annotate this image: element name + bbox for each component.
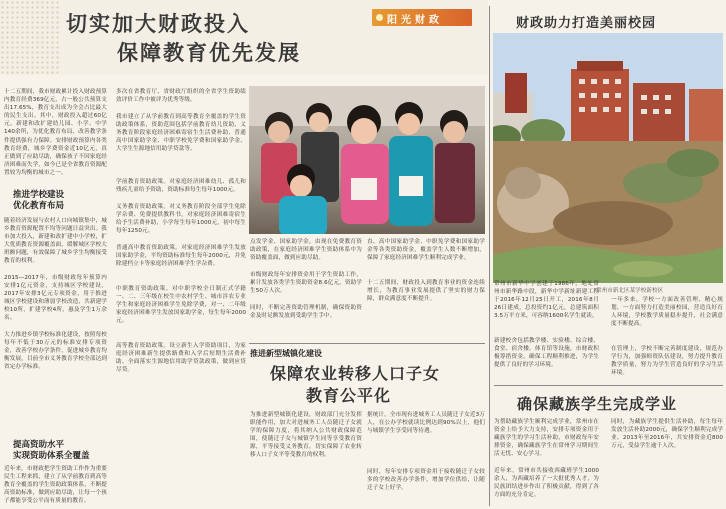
col2-p4: 义务教育资助政策。对义务教育阶段全部学生免除学杂费、免费提供教科书，对家庭经济困难寄宿生给予生活费补助，小学每生每年1000元，初中每生每年1250元。	[116, 204, 246, 235]
brand-badge-text: 阳光财政	[387, 15, 443, 26]
col1-sub2-line2: 实现资助体系全覆盖	[13, 451, 90, 461]
right-p1: 常州市新华中学创建于1986年，地处常州市新华路中段，新华中学新址新建工程于2016年12月25日开工，2016年8月26日建成，总投资约1亿元，总建筑面积3.5万平方米，可容纳1600名学生就读。	[494, 281, 599, 320]
mid-p6: 为推进新型城镇化建设，财政部门充分发挥职能作用，加大对进城务工人员随迁子女就学的保障力度，将其纳入公共财政保障范围，使随迁子女与城镇学生同等享受教育资源，平等接受义务教育，切实保障了农业转移人口子女平等受教育的权利。	[250, 412, 362, 459]
col2-p5: 普通高中教育资助政策。对家庭经济困难学生发放国家助学金，平均资助标准每生每年2000元，并免除建档立卡等家庭经济困难学生学杂费。	[116, 245, 246, 268]
col1-p5: 近年来，市财政把学生资助工作作为重要民生工程来抓，建立了从学前教育到高等教育全覆盖的学生资助政策体系，不断提高资助标准，做到应助尽助，让每一个孩子都能享受公平而有质量的教育。	[4, 466, 107, 505]
sun-icon	[376, 14, 383, 21]
divider-right	[494, 385, 723, 386]
mid-headline-line1: 保障农业转移人口子女	[270, 364, 441, 383]
right-p7: 同时，为藏族学生提供生活补助，每生每年发放生活补助2000元，确保学生顺利完成学业。2013年至2016年，共安排资金近800万元，受益学生逾千人次。	[611, 419, 723, 450]
photo-caption: 常州市新北区某学校新校区	[596, 288, 664, 294]
header-dots	[0, 0, 60, 75]
students-photo	[249, 86, 485, 234]
col2-p2: 我市建立了从学前教育到高等教育全覆盖的学生资助政策体系，资助范围包括学前教育幼儿资助、义务教育阶段家庭经济困难寄宿生生活费补助、普通高中国家助学金、中职学校免学费和国家助学金、大学生生源地信用助学贷款等。	[116, 114, 246, 153]
col1-sub2-line1: 提高资助水平	[13, 440, 65, 450]
right-p3: 一年多来，学校一方面改善管理、精心规划，一方面努力打造美丽校园，营造良好育人环境，学校教学质量稳步提升，社会满意度不断提高。	[611, 297, 723, 328]
col1-sub1-line1: 推进学校建设	[13, 190, 65, 200]
right-p6: 近年来，常州市共接收西藏班学生1000余人，为西藏培养了一大批优秀人才，为民族团结进步作出了积极贡献，得到了各方面的充分肯定。	[494, 468, 599, 499]
mid-p5: 十二五期间，财政投入到教育事业的资金连续增长，为教育事业发展提供了坚实的财力保障，群众满意度不断提升。	[367, 280, 485, 303]
col2-p3: 学前教育资助政策。对家庭经济困难幼儿、孤儿和残疾儿童给予资助，资助标准每生每年1000元。	[116, 179, 246, 194]
divider-vertical	[489, 6, 490, 506]
mid-headline-line2: 教育公平化	[306, 386, 392, 405]
divider-mid	[249, 343, 485, 344]
campus-photo	[493, 33, 723, 283]
mid-p3: 同时，不断完善资助管理机制，确保资助资金及时足额发放到受助学生手中。	[250, 305, 362, 320]
mid-p8: 同时，每年安排专项资金用于接收随迁子女较多的学校改善办学条件，增加学位供给，让随迁子女上好学。	[367, 469, 485, 492]
col1-p3: 2015—2017年，市级财政每年预算内安排1亿元资金，支持城区学校建设，2017年安排3亿元专项资金，用于推进城区学校建设和薄弱学校改造，共新建学校10所，扩建学校4所，惠及学生1万余名。	[4, 275, 107, 322]
right-headline: 财政助力打造美丽校园	[516, 16, 657, 31]
mid-p7: 据统计，全市现有进城务工人员随迁子女近3万人，在公办学校就读比例达到90%以上，他们与城镇学生享受同等待遇。	[367, 412, 485, 435]
col1-sub1-line2: 优化教育布局	[13, 201, 65, 211]
right-headline2: 确保藏族学生完成学业	[517, 395, 678, 413]
main-headline-line1: 切实加大财政投入	[66, 12, 250, 36]
mid-subhead: 推进新型城镇化建设	[250, 349, 322, 358]
students-illustration	[249, 86, 485, 234]
right-p2: 新建校舍包括教学楼、实验楼、综合楼、食堂、宿舍楼、体育馆等设施，市财政积极筹措资金，确保工程顺利推进，为学生提供了良好的学习环境。	[494, 338, 599, 369]
col1-p4: 大力推进乡镇学校标准化建设，按照每校每年不低于30万元的标准安排专项资金，改善学校办学条件，促进城乡教育均衡发展，目前全市义务教育学校全部达到省定办学标准。	[4, 332, 107, 371]
campus-illustration	[493, 33, 723, 283]
brand-badge	[372, 9, 472, 26]
col2-p6: 中职教育资助政策。对中职学校全日制正式学籍一、二、三年级在校生中农村学生、城市涉农专业学生和家庭经济困难学生免除学费，对一、二年级家庭经济困难学生发放国家助学金，每生每年2000元。	[116, 286, 246, 325]
mid-p2: 市级财政每年安排资金用于学生资助工作，累计发放各类学生资助资金8.6亿元，资助学生50万人次。	[250, 272, 362, 295]
col1-p2: 随着经济发展与农村人口向城镇集中，城乡教育资源配置不均等问题日益突出。我市加大投入，新建和改扩建中小学校，扩大优质教育资源覆盖面，缓解城区学校大班额问题，有效保障了城乡学生均衡接受教育的权利。	[4, 218, 107, 265]
right-p4: 在管理上，学校不断完善制度建设，规范办学行为，加强师资队伍建设，努力提升教育教学质量，努力为学生营造良好的学习生活环境。	[611, 346, 723, 377]
right-p5: 为帮助藏族学生顺利完成学业，常州市在资金上给予大力支持，安排专项资金用于藏族学生的学习生活补助，市财政每年安排资金，确保藏族学生在常州学习期间生活无忧、安心学习。	[494, 419, 599, 458]
col2-p7: 高等教育资助政策。设立新生入学资助项目，为家庭经济困难新生提供路费和入学后短期生活费补助。全面落实生源地信用助学贷款政策，做到应贷尽贷。	[116, 343, 246, 374]
main-headline-line2: 保障教育优先发展	[117, 41, 301, 65]
mid-p4: 直、高中国家助学金、中职免学费和国家助学金等各类资助资金，覆盖学生人数不断增加，保障了家庭经济困难学生顺利完成学业。	[367, 239, 485, 262]
col2-p1: 多次在省教育厅、省财政厅组织的全省学生资助绩效评价工作中被评为优秀等级。	[116, 89, 246, 104]
col1-intro: 十二五期间，我市财政累计投入财政预算内教育经费369亿元，占一般公共预算支出17.65%，教育支出成为全会占比最大的民生支出。其中，财政投入超过60亿元，新建和改扩建幼儿园、小学、中学140余所，为优化教育布局、改善教学条件提供强有力保障。安排财政预算内各类教育经费，城乡学费资金近10亿元，真正做到了应助尽助，确保孩子不因家庭经济困难而失学，如今已是全省教育资源配置较为均衡的城市之一。	[4, 89, 107, 176]
mid-p1: 点发学金、国家助学金，由现在免费教育资助政策，在家庭经济困难学生资助体系中为资助覆盖面，做到应助尽助。	[250, 239, 362, 262]
